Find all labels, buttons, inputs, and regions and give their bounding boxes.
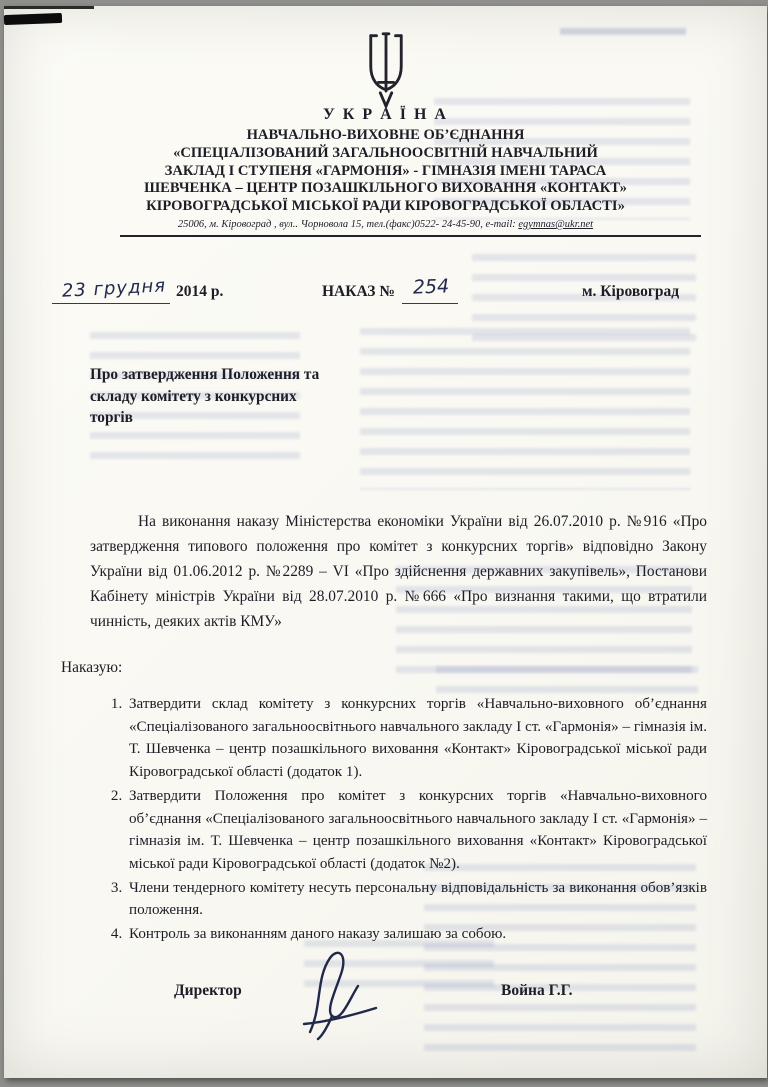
document-page xyxy=(4,6,767,1078)
subject-line: Про затвердження Положення та xyxy=(90,366,320,383)
command-word: Наказую: xyxy=(61,659,123,676)
order-city: м. Кіровоград xyxy=(582,283,680,300)
subject-line: торгів xyxy=(90,409,133,426)
header-divider xyxy=(120,235,701,237)
organization-name xyxy=(64,127,707,216)
org-line: ЗАКЛАД І СТУПЕНЯ «ГАРМОНІЯ» - ГІМНАЗІЯ ІМЕНІ ТАРАСА xyxy=(164,162,607,179)
bleedthrough-artifact xyxy=(360,328,690,490)
org-email: egymnas@ukr.net xyxy=(518,219,594,230)
ukraine-trident-icon xyxy=(356,30,416,110)
handwritten-date: 23 грудня xyxy=(61,275,167,302)
order-item: 1. Затвердити склад комітету з конкурсних торгів «Навчально-виховного об’єднання «Спеціалізованого загальноосвітнього навчального закладу І ст. «Гармонія» – гімназія ім. Т. Шевченка – центр позашкільного виховання «Контакт» Кіровоградської міської ради Кіровоградської області (додаток 1). xyxy=(126,693,707,784)
order-preamble: На виконання наказу Міністерства економіки України від 26.07.2010 р. №916 «Про затвердження типового положення про комітет з конкурсних торгів» відповідно Закону України від 01.06.2012 р. №2289 – VI «Про здійснення державних закупівель», Постанови Кабінету міністрів України від 28.07.2010 р. №666 «Про визнання такими, що втратили чинність, деяких актів КМУ» xyxy=(90,513,707,630)
signature-icon xyxy=(292,944,387,1044)
order-year: 2014 р. xyxy=(176,283,224,300)
order-item: 2. Затвердити Положення про комітет з конкурсних торгів «Навчально-виховного об’єднання «Спеціалізованого загальноосвітнього навчального закладу І ст. «Гармонія» – гімназія ім. Т. Шевченка – центр позашкільного виховання «Контакт» Кіровоградської міської ради Кіровоградської області (додаток №2). xyxy=(126,785,707,876)
scan-edge-mark xyxy=(4,13,62,25)
order-label: НАКАЗ № xyxy=(322,283,395,300)
scan-edge-mark xyxy=(4,6,94,9)
signer-name: Война Г.Г. xyxy=(501,982,573,999)
org-line: «СПЕЦІАЛІЗОВАНИЙ ЗАГАЛЬНООСВІТНІЙ НАВЧАЛЬНИЙ xyxy=(173,144,598,161)
org-line: КІРОВОГРАДСЬКОЇ МІСЬКОЇ РАДИ КІРОВОГРАДСЬКОЇ ОБЛАСТІ» xyxy=(146,198,625,215)
subject-line: складу комітету з конкурсних xyxy=(90,387,297,405)
org-address xyxy=(4,219,767,230)
bleedthrough-artifact xyxy=(560,28,686,42)
org-line: ШЕВЧЕНКА – ЦЕНТР ПОЗАШКІЛЬНОГО ВИХОВАННЯ «КОНТАКТ» xyxy=(144,180,627,197)
signer-title: Директор xyxy=(174,982,242,999)
date-underline xyxy=(52,303,170,304)
org-line: НАВЧАЛЬНО-ВИХОВНЕ ОБ’ЄДНАННЯ xyxy=(246,127,525,143)
order-items-list xyxy=(99,693,707,947)
order-meta-row xyxy=(4,275,767,316)
address-text: 25006, м. Кіровоград , вул.. Чорновола 15, тел.(факс)0522- 24-45-90, e-mail: xyxy=(177,219,519,230)
country-title: У К Р А Ї Н А xyxy=(323,106,448,123)
order-number-underline xyxy=(402,303,458,304)
handwritten-order-number: 254 xyxy=(412,275,450,299)
order-item: 3. Члени тендерного комітету несуть персональну відповідальність за виконання обов’язків положення. xyxy=(126,877,707,922)
order-item: 4. Контроль за виконанням даного наказу залишаю за собою. xyxy=(126,923,707,946)
order-subject xyxy=(90,364,380,429)
